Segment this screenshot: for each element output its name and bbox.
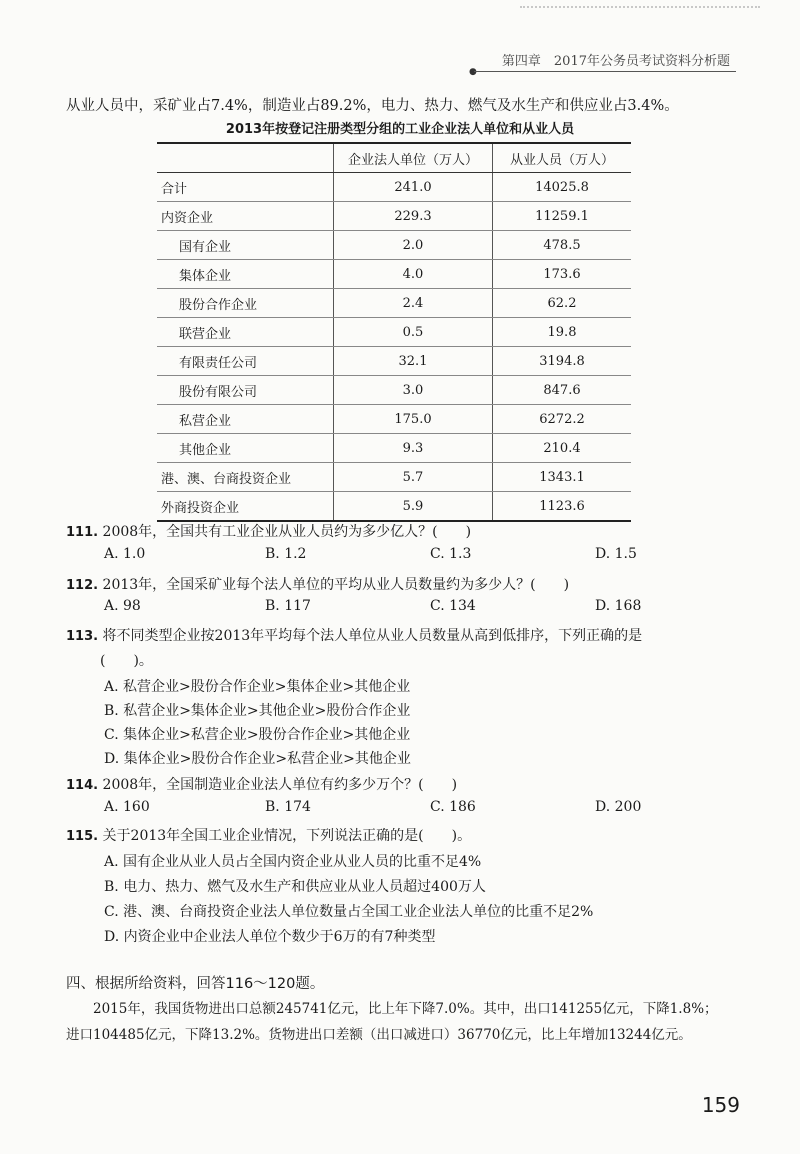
option-a: A. 98 [104,598,141,614]
option-c: C. 港、澳、台商投资企业法人单位数量占全国工业企业法人单位的比重不足2% [104,904,594,920]
row-units: 241.0 [334,173,493,202]
row-label: 内资企业 [157,202,334,231]
row-label: 港、澳、台商投资企业 [157,463,334,492]
question-number: 111. [66,525,99,540]
row-units: 3.0 [334,376,493,405]
material-paragraph: 2015年，我国货物进出口总额245741亿元，比上年下降7.0%。其中，出口141255亿元，下降1.8%；进口104485亿元，下降13.2%。货物进出口差额（出口减进口）36770亿元，比上年增加13244亿元。 [66,1001,718,1043]
intro-paragraph: 从业人员中，采矿业占7.4%，制造业占89.2%，电力、热力、燃气及水生产和供应业占3.4%。 [66,98,679,114]
row-employees: 173.6 [493,260,632,289]
option-a: A. 160 [104,799,150,815]
header-bullet: ● [469,67,477,77]
row-employees: 14025.8 [493,173,632,202]
question-text: 将不同类型企业按2013年平均每个法人单位从业人员数量从高到低排序，下列正确的是 [102,628,643,644]
table-row [157,202,631,231]
question-text: 2008年，全国制造业企业法人单位有约多少万个？( ) [102,777,458,793]
row-label: 私营企业 [157,405,334,434]
row-units: 4.0 [334,260,493,289]
option-a: A. 私营企业>股份合作企业>集体企业>其他企业 [104,679,411,695]
row-units: 2.4 [334,289,493,318]
option-d: D. 内资企业中企业法人单位个数少于6万的有7种类型 [104,929,436,945]
row-label: 合计 [157,173,334,202]
table-row [157,289,631,318]
option-b: B. 117 [265,598,311,614]
row-label: 国有企业 [157,231,334,260]
question-text: 关于2013年全国工业企业情况，下列说法正确的是( )。 [102,828,472,844]
row-units: 2.0 [334,231,493,260]
option-c: C. 186 [430,799,476,815]
question-text: 2013年，全国采矿业每个法人单位的平均从业人员数量约为多少人？( ) [102,577,570,593]
row-employees: 19.8 [493,318,632,347]
row-label: 集体企业 [157,260,334,289]
table-row [157,260,631,289]
row-label: 联营企业 [157,318,334,347]
question-111 [66,521,471,541]
row-employees: 62.2 [493,289,632,318]
table-header-row [157,143,631,173]
option-c: C. 134 [430,598,476,614]
option-b: B. 电力、热力、燃气及水生产和供应业从业人员超过400万人 [104,879,486,895]
row-units: 9.3 [334,434,493,463]
option-a: A. 1.0 [104,546,146,562]
row-units: 5.7 [334,463,493,492]
question-112 [66,574,569,594]
table-row [157,318,631,347]
option-c: C. 1.3 [430,546,472,562]
option-a: A. 国有企业从业人员占全国内资企业从业人员的比重不足4% [104,854,482,870]
header-rule [474,71,736,72]
table-row [157,173,631,202]
question-113 [66,625,642,645]
option-d: D. 200 [595,799,642,815]
table-row [157,434,631,463]
row-employees: 6272.2 [493,405,632,434]
table-row [157,492,631,522]
row-label: 有限责任公司 [157,347,334,376]
question-number: 113. [66,629,99,644]
row-employees: 11259.1 [493,202,632,231]
row-units: 32.1 [334,347,493,376]
option-d: D. 集体企业>股份合作企业>私营企业>其他企业 [104,751,411,767]
question-text: 2008年，全国共有工业企业从业人员约为多少亿人？( ) [102,524,472,540]
option-b: B. 174 [265,799,311,815]
question-number: 115. [66,829,99,844]
table-row [157,405,631,434]
row-employees: 1343.1 [493,463,632,492]
question-115 [66,825,471,845]
question-number: 114. [66,778,99,793]
option-c: C. 集体企业>私营企业>股份合作企业>其他企业 [104,727,411,743]
row-label: 股份有限公司 [157,376,334,405]
question-number: 112. [66,578,99,593]
row-employees: 847.6 [493,376,632,405]
row-units: 5.9 [334,492,493,522]
header-cell-employees: 从业人员（万人） [493,143,632,173]
question-text-continued: ( )。 [100,653,153,669]
row-employees: 3194.8 [493,347,632,376]
table-row [157,463,631,492]
running-header: 第四章 2017年公务员考试资料分析题 [501,54,730,69]
header-cell-category [157,143,334,173]
row-employees: 1123.6 [493,492,632,522]
option-b: B. 1.2 [265,546,307,562]
row-label: 外商投资企业 [157,492,334,522]
option-d: D. 168 [595,598,642,614]
table-row [157,231,631,260]
table-row [157,347,631,376]
table-title: 2013年按登记注册类型分组的工业企业法人单位和从业人员 [225,122,575,137]
top-decorative-rule [520,6,760,8]
header-cell-units: 企业法人单位（万人） [334,143,493,173]
option-d: D. 1.5 [595,546,637,562]
table-row [157,376,631,405]
row-employees: 210.4 [493,434,632,463]
row-units: 0.5 [334,318,493,347]
row-employees: 478.5 [493,231,632,260]
question-114 [66,774,457,794]
option-b: B. 私营企业>集体企业>其他企业>股份合作企业 [104,703,411,719]
row-label: 股份合作企业 [157,289,334,318]
row-units: 175.0 [334,405,493,434]
row-label: 其他企业 [157,434,334,463]
statistics-table [157,142,631,522]
section-heading: 四、根据所给资料，回答116～120题。 [66,976,325,992]
row-units: 229.3 [334,202,493,231]
page-number: 159 [701,1093,740,1117]
